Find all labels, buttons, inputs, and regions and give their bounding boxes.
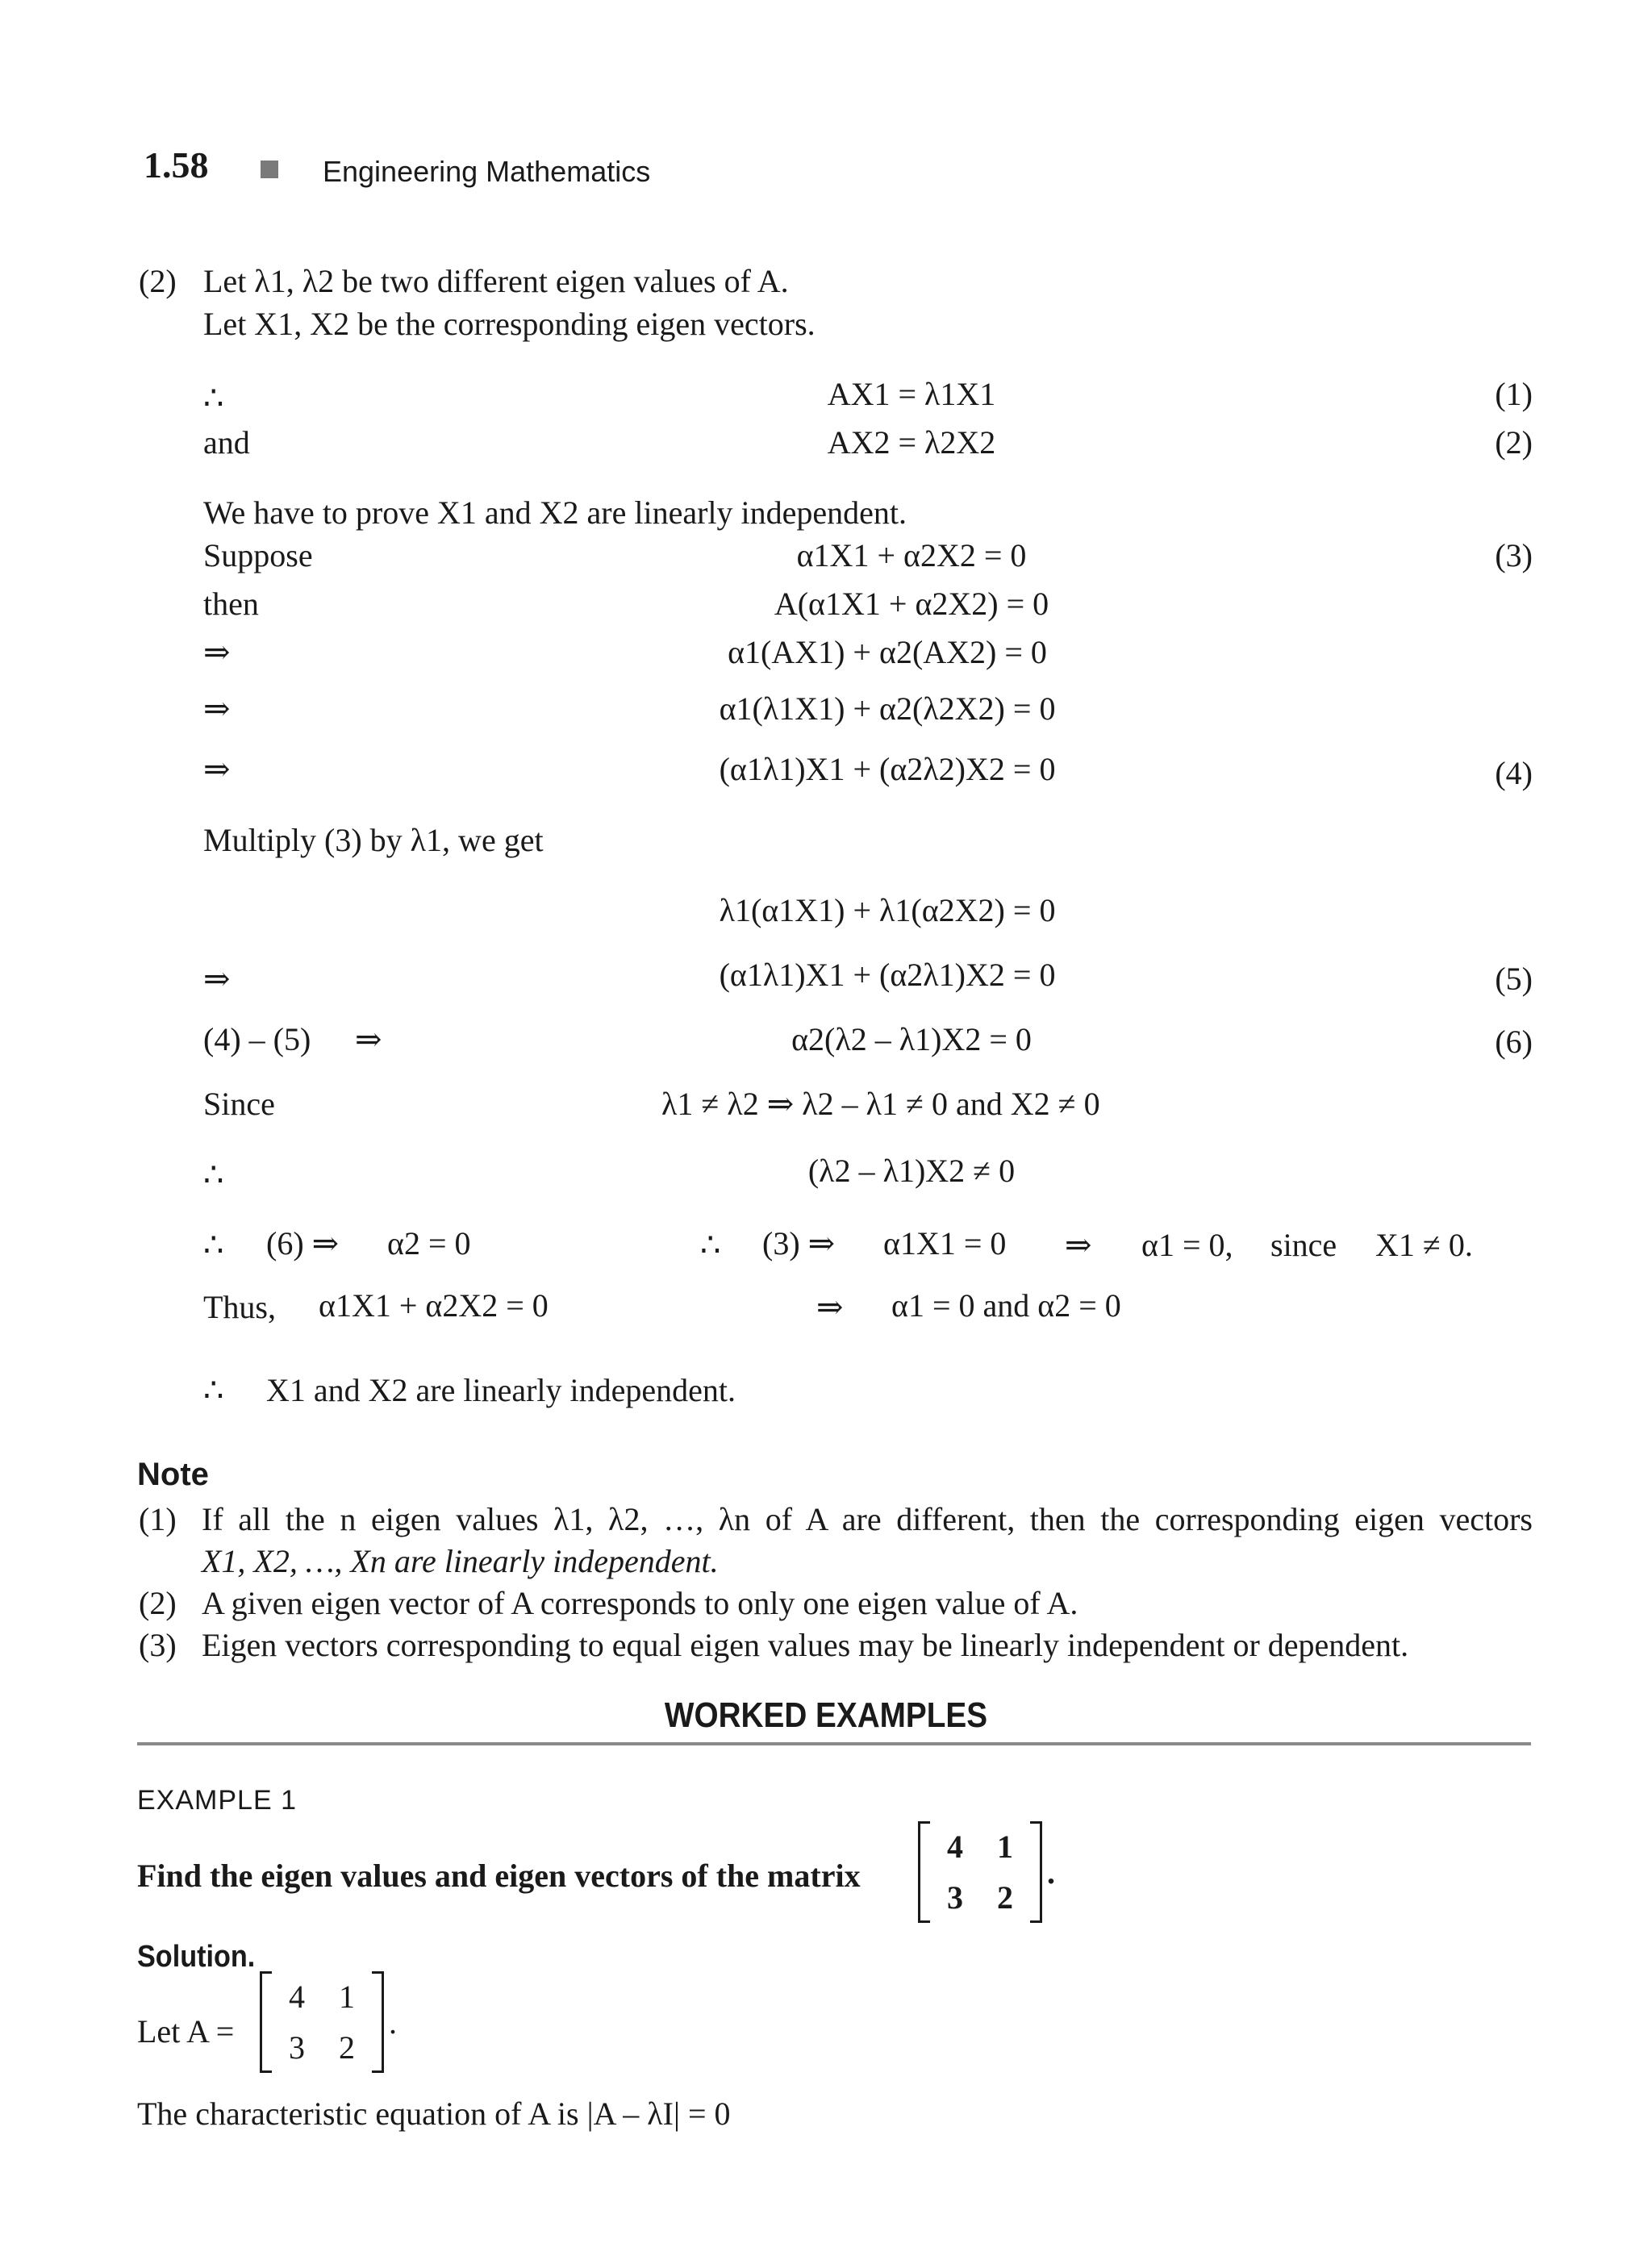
matrix-cell: 3 bbox=[289, 2029, 305, 2066]
since-word: since bbox=[1270, 1227, 1337, 1263]
then-label: then bbox=[203, 586, 259, 622]
therefore-symbol: ∴ bbox=[700, 1227, 721, 1263]
implies-symbol: ⇒ bbox=[816, 1289, 844, 1325]
matrix-cell: 3 bbox=[947, 1879, 963, 1916]
equation-4-number: (4) bbox=[1495, 755, 1533, 791]
to-prove-line: We have to prove X1 and X2 are linearly independent. bbox=[203, 494, 907, 531]
equation-6-number: (6) bbox=[1495, 1024, 1533, 1060]
matrix-grid bbox=[272, 1978, 372, 2066]
alpha2-zero: α2 = 0 bbox=[387, 1225, 471, 1261]
equation-1-number: (1) bbox=[1495, 376, 1533, 412]
page-number: 1.58 bbox=[144, 144, 209, 186]
alpha1x1-zero: α1X1 = 0 bbox=[883, 1225, 1007, 1261]
equation-2-number: (2) bbox=[1495, 424, 1533, 461]
therefore-symbol: ∴ bbox=[203, 1157, 224, 1193]
conclusion-line: X1 and X2 are linearly independent. bbox=[266, 1372, 736, 1408]
implies-symbol: ⇒ bbox=[203, 634, 231, 670]
characteristic-equation-line: The characteristic equation of A is |A – λI| = 0 bbox=[137, 2095, 731, 2132]
alpha1-zero: α1 = 0, bbox=[1141, 1227, 1233, 1263]
implies-symbol: ⇒ bbox=[1065, 1227, 1092, 1263]
matrix-grid bbox=[930, 1828, 1030, 1916]
therefore-symbol: ∴ bbox=[203, 380, 224, 416]
equation-nonzero: (λ2 – λ1)X2 ≠ 0 bbox=[807, 1153, 1016, 1189]
equation-5: (α1λ1)X1 + (α2λ1)X2 = 0 bbox=[719, 957, 1056, 993]
implies-symbol: ⇒ bbox=[203, 961, 231, 997]
equation-5-number: (5) bbox=[1495, 961, 1533, 997]
equation-a: α1(AX1) + α2(AX2) = 0 bbox=[728, 634, 1047, 670]
note-item-1-line2: X1, X2, …, Xn are linearly independent. bbox=[202, 1543, 719, 1579]
question-matrix: 4 1 3 2 . bbox=[918, 1821, 1055, 1923]
both-alpha-zero: α1 = 0 and α2 = 0 bbox=[891, 1287, 1121, 1324]
equation-then: A(α1X1 + α2X2) = 0 bbox=[774, 586, 1049, 622]
multiply-line: Multiply (3) by λ1, we get bbox=[203, 822, 544, 858]
implies-symbol: ⇒ bbox=[355, 1021, 382, 1057]
matrix-cell: 4 bbox=[947, 1829, 963, 1865]
book-title: Engineering Mathematics bbox=[323, 155, 651, 188]
equation-3-number: (3) bbox=[1495, 537, 1533, 573]
solution-label: Solution. bbox=[137, 1940, 256, 1974]
equation-b: α1(λ1X1) + α2(λ2X2) = 0 bbox=[719, 690, 1056, 727]
note-item-2: A given eigen vector of A corresponds to only one eigen value of A. bbox=[202, 1585, 1078, 1621]
matrix-cell: 4 bbox=[289, 1979, 305, 2015]
difference-label: (4) – (5) bbox=[203, 1021, 311, 1057]
note-item-number: (1) bbox=[139, 1501, 177, 1537]
equation-6: α2(λ2 – λ1)X2 = 0 bbox=[791, 1021, 1032, 1057]
suppose-label: Suppose bbox=[203, 537, 313, 573]
matrix-cell: 2 bbox=[997, 1879, 1013, 1916]
equation-m: λ1(α1X1) + λ1(α2X2) = 0 bbox=[719, 892, 1056, 928]
proof-intro-line2: Let X1, X2 be the corresponding eigen vectors. bbox=[203, 306, 816, 342]
section-rule bbox=[137, 1742, 1531, 1745]
example-question: Find the eigen values and eigen vectors of the matrix bbox=[137, 1858, 861, 1894]
proof-item-number: (2) bbox=[139, 263, 177, 299]
right-bracket bbox=[1030, 1821, 1042, 1923]
equation-3: α1X1 + α2X2 = 0 bbox=[796, 537, 1027, 573]
note-item-1-line1: If all the n eigen values λ1, λ2, …, λn of A are different, then the corresponding eigen vectors bbox=[202, 1501, 1533, 1537]
solution-matrix: 4 1 3 2 . bbox=[260, 1971, 397, 2073]
equation-thus: α1X1 + α2X2 = 0 bbox=[319, 1287, 549, 1324]
right-bracket bbox=[372, 1971, 384, 2073]
x1-nonzero: X1 ≠ 0. bbox=[1375, 1227, 1473, 1263]
example-label: EXAMPLE 1 bbox=[137, 1785, 297, 1816]
since-label: Since bbox=[203, 1086, 275, 1122]
note-heading: Note bbox=[137, 1457, 209, 1492]
thus-label: Thus, bbox=[203, 1289, 276, 1325]
header-square-icon bbox=[261, 161, 278, 178]
therefore-symbol: ∴ bbox=[203, 1227, 224, 1263]
therefore-symbol: ∴ bbox=[203, 1372, 224, 1408]
six-implies: (6) ⇒ bbox=[266, 1225, 340, 1261]
three-implies: (3) ⇒ bbox=[762, 1225, 836, 1261]
implies-symbol: ⇒ bbox=[203, 690, 231, 727]
equation-1: AX1 = λ1X1 bbox=[827, 376, 996, 412]
let-a-label: Let A = bbox=[137, 2013, 235, 2050]
equation-4: (α1λ1)X1 + (α2λ2)X2 = 0 bbox=[719, 751, 1056, 787]
note-item-3: Eigen vectors corresponding to equal eigen values may be linearly independent or dependent. bbox=[202, 1627, 1409, 1663]
matrix-cell: 1 bbox=[997, 1829, 1013, 1865]
matrix-cell: 2 bbox=[339, 2029, 355, 2066]
left-bracket bbox=[918, 1821, 930, 1923]
worked-examples-title: WORKED EXAMPLES bbox=[664, 1695, 988, 1735]
left-bracket bbox=[260, 1971, 272, 2073]
note-item-number: (3) bbox=[139, 1627, 177, 1663]
implies-symbol: ⇒ bbox=[203, 751, 231, 787]
equation-since: λ1 ≠ λ2 ⇒ λ2 – λ1 ≠ 0 and X2 ≠ 0 bbox=[661, 1086, 1100, 1122]
matrix-cell: 1 bbox=[339, 1979, 355, 2015]
and-label: and bbox=[203, 424, 250, 461]
equation-2: AX2 = λ2X2 bbox=[827, 424, 996, 461]
note-item-number: (2) bbox=[139, 1585, 177, 1621]
proof-intro-line1: Let λ1, λ2 be two different eigen values of A. bbox=[203, 263, 789, 299]
